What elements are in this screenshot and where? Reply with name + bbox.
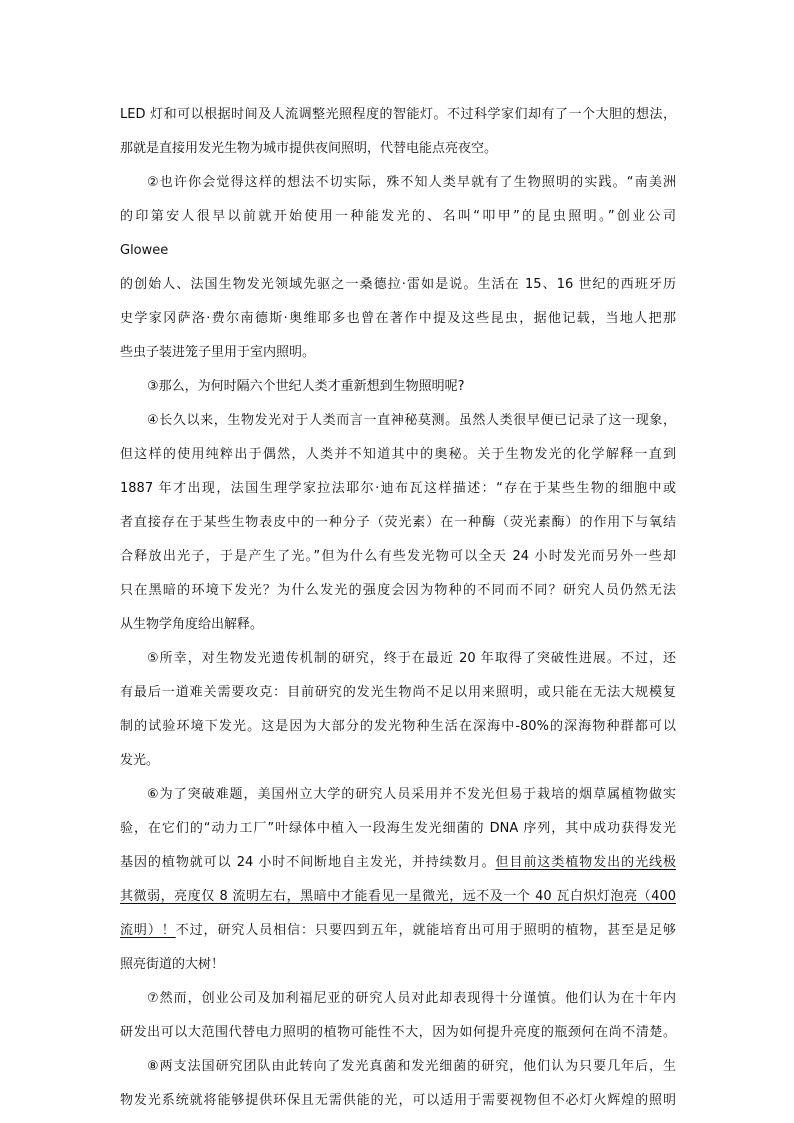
- paragraph-2-start: ②也许你会觉得这样的想法不切实际，殊不知人类早就有了生物照明的实践。“南美洲: [147, 175, 676, 190]
- text-line: 流明）！不过，研究人员相信：只要四到五年，就能培育出可用于照明的植物，甚至是足够: [120, 923, 676, 938]
- text-line: 从生物学角度给出解释。: [120, 617, 264, 632]
- text-line: LED 灯和可以根据时间及人流调整光照程度的智能灯。不过科学家们却有了一个大胆的想法，: [120, 107, 676, 122]
- text-line: 发光。: [120, 753, 160, 768]
- text-line: 验，在它们的“动力工厂”叶绿体中植入一段海生发光细菌的 DNA 序列，其中成功获得发光: [120, 821, 676, 836]
- text-line: 合释放出光子，于是产生了光。”但为什么有些发光物可以全天 24 小时发光而另外一些却: [120, 549, 676, 564]
- underlined-text: 流明）！: [120, 923, 176, 938]
- underlined-text: 但目前这类植物发出的光线极: [495, 855, 676, 870]
- paragraph-7-start: ⑦然而，创业公司及加利福尼亚的研究人员对此却表现得十分谨慎。他们认为在十年内: [147, 991, 676, 1006]
- document-page: [120, 98, 676, 1118]
- text-line: 但这样的使用纯粹出于偶然，人类并不知道其中的奥秘。关于生物发光的化学解释一直到: [120, 447, 676, 462]
- text-line: 那就是直接用发光生物为城市提供夜间照明，代替电能点亮夜空。: [120, 141, 498, 156]
- text-line: 照亮街道的大树！: [120, 957, 225, 972]
- text-line: 只在黑暗的环境下发光？为什么发光的强度会因为物种的不同而不同？研究人员仍然无法: [120, 583, 676, 598]
- text-line: 的印第安人很早以前就开始使用一种能发光的、名叫“叩甲”的昆虫照明。”创业公司: [120, 209, 676, 224]
- text-line: 的创始人、法国生物发光领域先驱之一桑德拉·雷如是说。生活在 15、16 世纪的西班牙历: [120, 277, 676, 292]
- paragraph-4-start: ④长久以来，生物发光对于人类而言一直神秘莫测。虽然人类很早便已记录了这一现象，: [147, 413, 676, 428]
- text-line: 史学家冈萨洛·费尔南德斯·奥维耶多也曾在著作中提及这些昆虫，据他记载，当地人把那: [120, 311, 676, 326]
- text-line: Glowee: [120, 243, 169, 258]
- underlined-text: 其微弱，亮度仅 8 流明左右，黑暗中才能看见一星微光，远不及一个 40 瓦白炽灯泡亮（400: [120, 889, 676, 904]
- text-line: 者直接存在于某些生物表皮中的一种分子（荧光素）在一种酶（荧光素酶）的作用下与氧结: [120, 515, 676, 530]
- text-line: [120, 880, 676, 914]
- paragraph-5-start: ⑤所幸，对生物发光遗传机制的研究，终于在最近 20 年取得了突破性进展。不过，还: [147, 651, 676, 666]
- text-line: 些虫子装进笼子里用于室内照明。: [120, 345, 316, 360]
- paragraph-6-start: ⑥为了突破难题，美国州立大学的研究人员采用并不发光但易于栽培的烟草属植物做实: [147, 787, 676, 802]
- text-line: 有最后一道难关需要攻克：目前研究的发光生物尚不足以用来照明，或只能在无法大规模复: [120, 685, 676, 700]
- text-line: 物发光系统就将能够提供环保且无需供能的光，可以适用于需要视物但不必灯火辉煌的照明: [120, 1093, 676, 1108]
- paragraph-8-start: ⑧两支法国研究团队由此转向了发光真菌和发光细菌的研究，他们认为只要几年后，生: [147, 1059, 676, 1074]
- text-line: 制的试验环境下发光。这是因为大部分的发光物种生活在深海中-80%的深海物种群都可以: [120, 719, 676, 734]
- text-line: 基因的植物就可以 24 小时不间断地自主发光，并持续数月。但目前这类植物发出的光线极: [120, 855, 676, 870]
- paragraph-3: ③那么，为何时隔六个世纪人类才重新想到生物照明呢?: [147, 379, 465, 394]
- text-line: 1887 年才出现，法国生理学家拉法耶尔·迪布瓦这样描述：“存在于某些生物的细胞中或: [120, 481, 676, 496]
- text-line: 研发出可以大范围代替电力照明的植物可能性不大，因为如何提升亮度的瓶颈何在尚不清楚。: [120, 1025, 676, 1040]
